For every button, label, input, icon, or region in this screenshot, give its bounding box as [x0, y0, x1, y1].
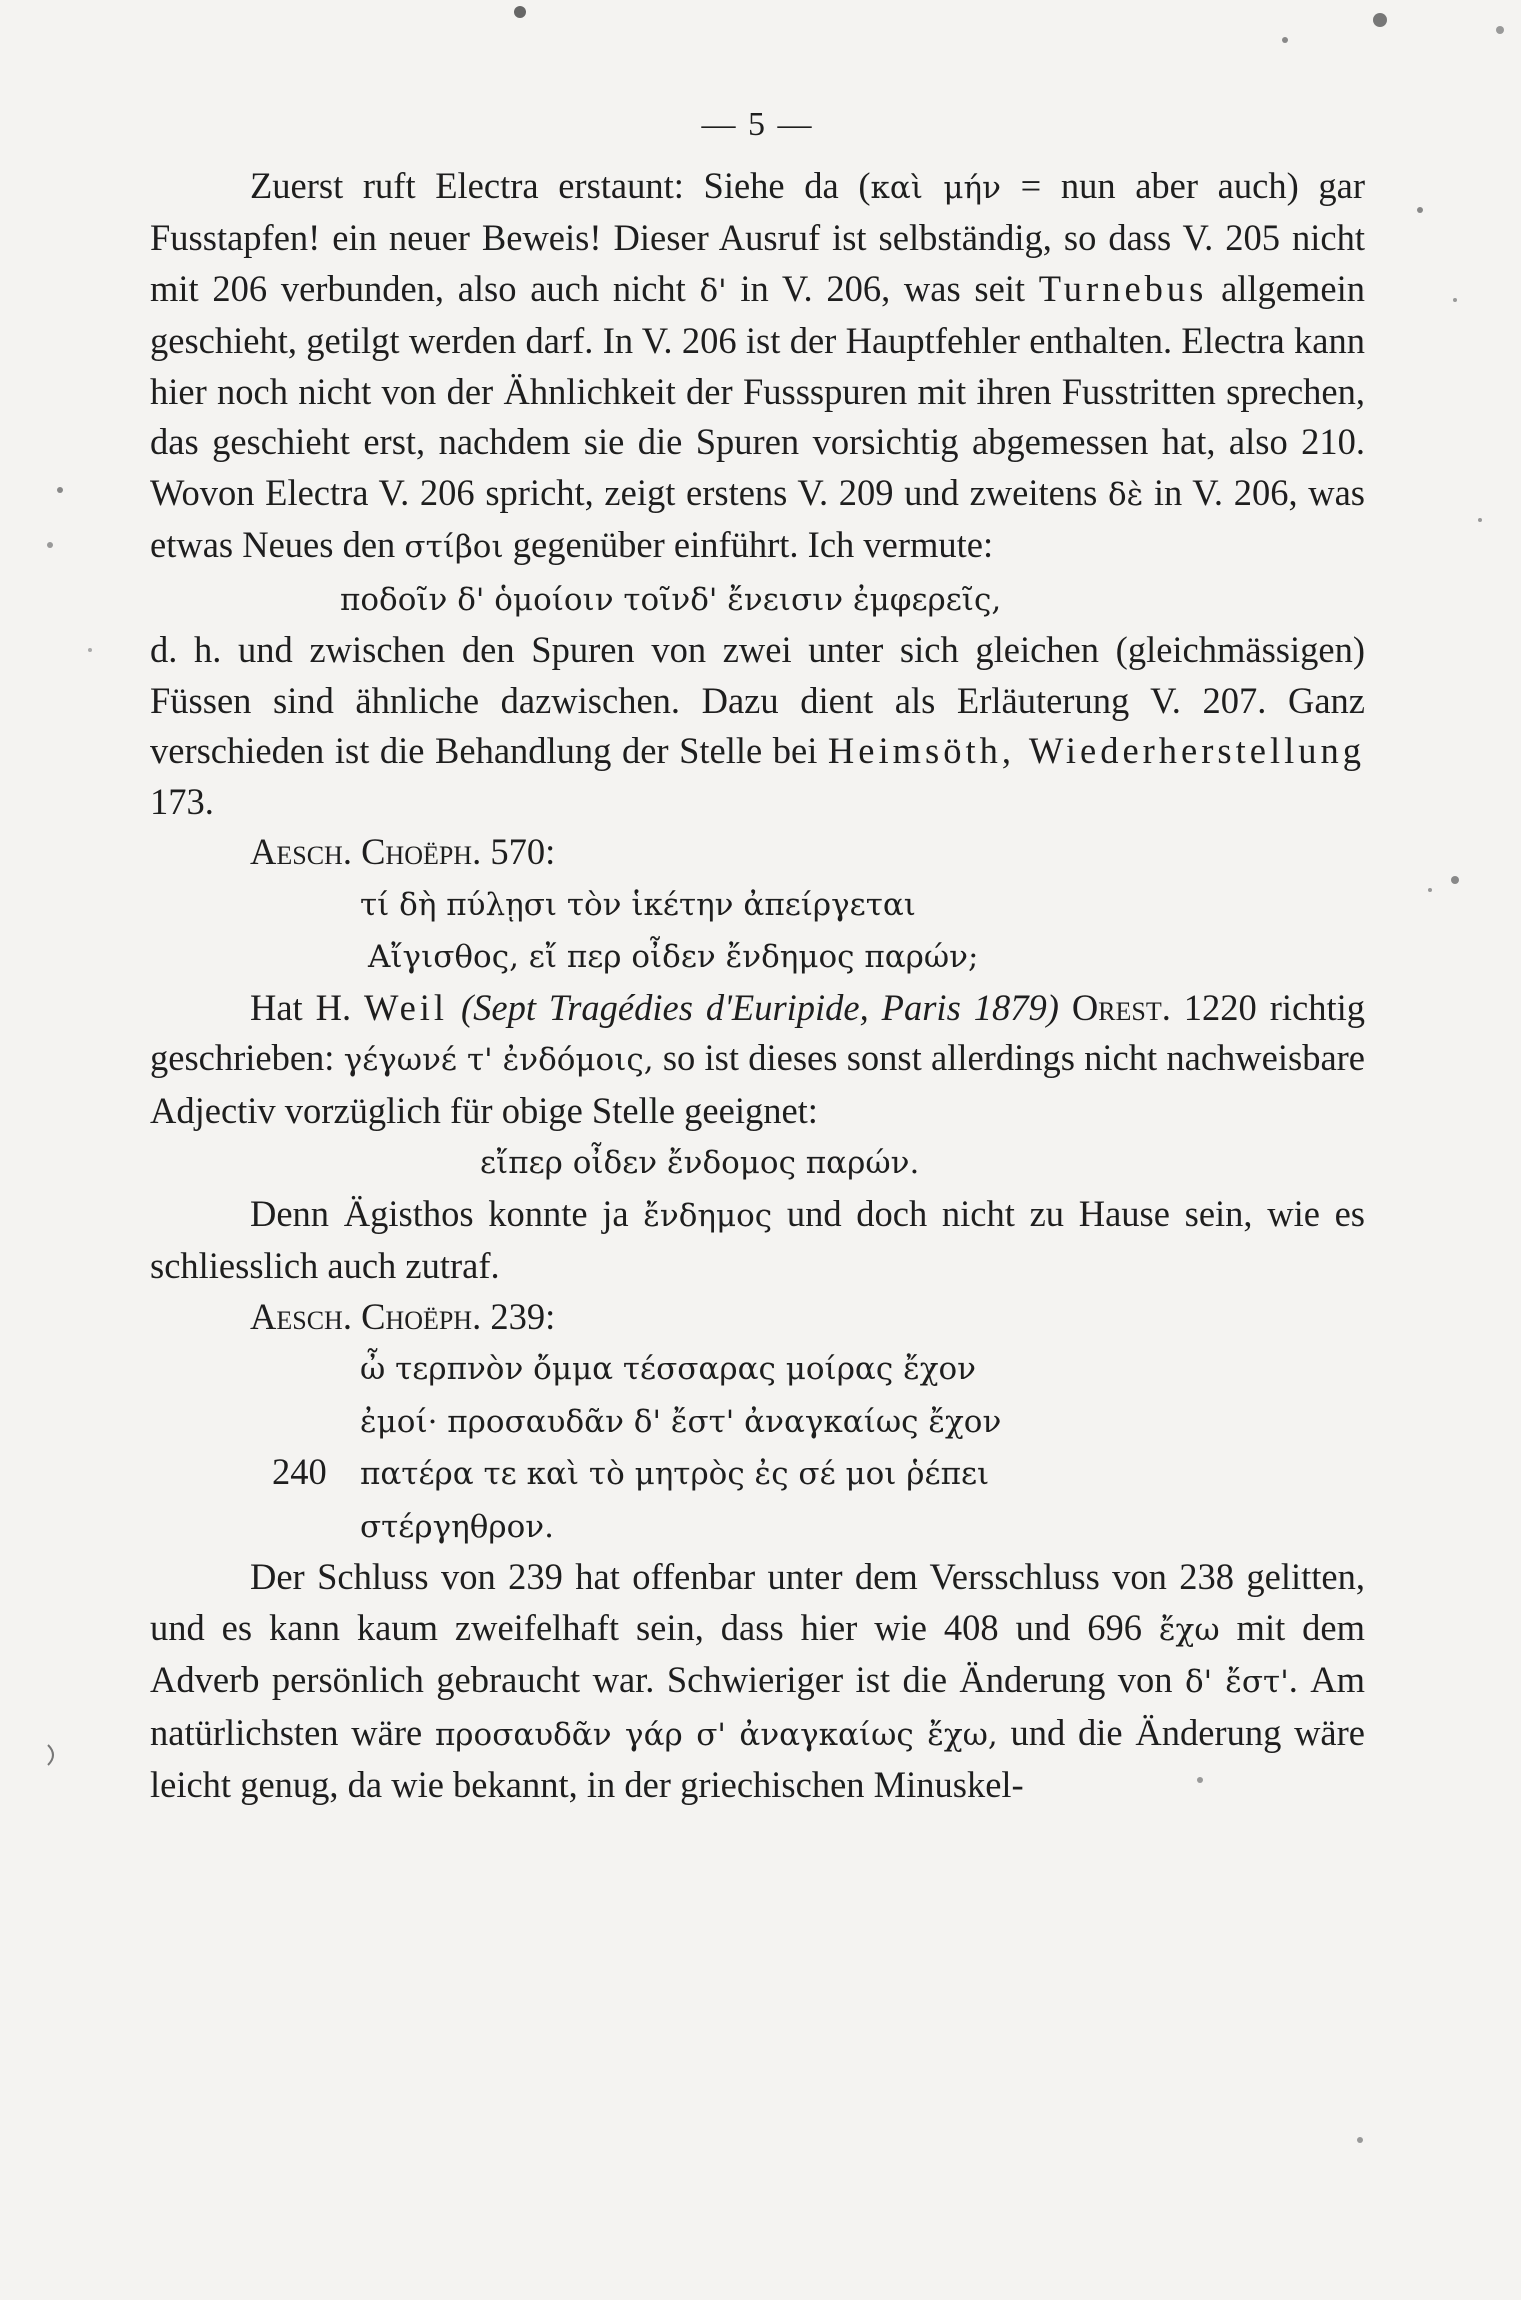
- verse-line: [360, 1395, 1365, 1448]
- text: so ist dieses sonst allerdings nicht nachweisbare Adjectiv vorzüglich für obige Stelle geeignet:: [150, 1037, 1365, 1131]
- text: Zuerst ruft Electra erstaunt: Siehe da (: [250, 164, 871, 206]
- greek-phrase: δὲ: [1107, 476, 1144, 513]
- text: allgemein geschieht, getilgt werden darf. In V. 206 ist der Hauptfehler enthalten. Electra kann hier noch nicht von der Ähnlichkeit der Fussspuren mit ihren Fusstritten sprechen, das geschieht erst, nachdem sie die Spuren vorsichtig abgemessen hat, also 210. Wovon Electra V. 206 spricht, zeigt erstens V. 209 und zweitens: [150, 267, 1365, 513]
- verse-line: [360, 1342, 1365, 1395]
- greek-verse: ποδοῖν δ' ὁμοίοιν τοῖνδ' ἔνεισιν ἐμφερεῖς,: [340, 581, 1002, 618]
- paragraph-explanation: [150, 625, 1365, 827]
- paragraph-electra: [150, 161, 1365, 573]
- text: in V. 206, was seit: [726, 267, 1039, 309]
- proposed-reading: [150, 1136, 1365, 1189]
- text: [448, 987, 461, 1028]
- text: Hat H.: [250, 986, 365, 1028]
- greek-verse: πατέρα τε καὶ τὸ μητρὸς ἐς σέ μοι ῥέπει: [360, 1456, 990, 1492]
- greek-verse: εἴπερ οἶδεν ἔνδομος παρών.: [480, 1145, 920, 1181]
- paragraph-weil: [150, 983, 1365, 1137]
- line-number: 240: [272, 1451, 327, 1492]
- text: gegenüber einführt. Ich vermute:: [503, 524, 994, 565]
- greek-verse: τί δὴ πύλῃσι τὸν ἱκέτην ἀπείργεται: [360, 886, 916, 923]
- paragraph-aegisthos: [150, 1189, 1365, 1292]
- greek-verse: ὦ τερπνὸν ὄμμα τέσσαρας μοίρας ἔχον: [360, 1351, 977, 1387]
- work-reference: Orest.: [1071, 986, 1171, 1028]
- text: Denn Ägisthos konnte ja: [250, 1192, 644, 1234]
- text: in V. 206, was etwas Neues den: [150, 471, 1365, 565]
- verse-line: [360, 1500, 1365, 1553]
- verse-block-239: [150, 1342, 1365, 1552]
- verse-line: [360, 930, 1365, 983]
- text: Der Schluss von 239 hat offenbar unter dem Versschluss von 238 gelitten, und es kann kaum zweifelhaft sein, dass hier wie 408 und 696: [150, 1556, 1365, 1648]
- greek-phrase: δ': [699, 272, 727, 309]
- text: . Am natürlichsten wäre: [150, 1659, 1366, 1753]
- text: d. h. und zwischen den Spuren von zwei unter sich gleichen (gleichmässigen) Füssen sind ähnliche dazwischen. Dazu dient als Erläuterung V. 207. Ganz verschieden ist die Behandlung der Stelle bei: [150, 629, 1365, 771]
- book-title: (Sept Tragédies d'Euripide, Paris 1879): [461, 986, 1059, 1028]
- author-name: Weil: [364, 986, 449, 1028]
- greek-verse: στέργηθρον.: [360, 1508, 554, 1545]
- text: = nun aber auch) gar Fusstapfen! ein neuer Beweis! Dieser Ausruf ist selbständig, so dass V. 205 nicht mit 206 verbunden, also auch nicht: [150, 164, 1365, 309]
- greek-phrase: δ' ἔστ': [1184, 1664, 1289, 1700]
- greek-verse: ἐμοί· προσαυδᾶν δ' ἔστ' ἀναγκαίως ἔχον: [360, 1403, 1002, 1440]
- greek-verse: Αἴγισθος, εἴ περ οἶδεν ἔνδημος παρών;: [368, 939, 979, 975]
- verse-block-570: [150, 878, 1365, 983]
- text: 173.: [150, 780, 214, 822]
- verse-line: [360, 878, 1365, 931]
- author-name: Turnebus: [1038, 267, 1208, 309]
- text: und doch nicht zu Hause sein, wie es schliesslich auch zutraf.: [150, 1192, 1366, 1286]
- text: 1220 richtig geschrieben:: [150, 986, 1366, 1078]
- greek-phrase: προσαυδᾶν γάρ σ' ἀναγκαίως ἔχω,: [434, 1716, 998, 1753]
- verse-line: [272, 1447, 1365, 1500]
- greek-phrase: καὶ μήν: [870, 169, 1001, 206]
- text: [1059, 987, 1072, 1028]
- greek-phrase: στίβοι: [404, 529, 504, 565]
- page-body: [150, 100, 1365, 1811]
- citation-choephori-239: Aesch. Choëph. 239:: [250, 1295, 556, 1337]
- page-number: — 5 —: [701, 106, 814, 143]
- citation-choephori-570: Aesch. Choëph. 570:: [250, 831, 556, 872]
- conjecture-line: [150, 573, 1365, 626]
- text: mit dem Adverb persönlich gebraucht war. Schwieriger ist die Änderung von: [150, 1606, 1365, 1700]
- greek-phrase: γέγωνέ τ' ἐνδόμοις,: [343, 1042, 654, 1078]
- paragraph-schluss: [150, 1552, 1365, 1811]
- author-name: Heimsöth, Wiederherstellung: [827, 730, 1365, 771]
- greek-phrase: ἔνδημος: [643, 1197, 773, 1234]
- text: und die Änderung wäre leicht genug, da wie bekannt, in der griechischen Minuskel-: [150, 1711, 1365, 1805]
- greek-phrase: ἔχω: [1158, 1611, 1220, 1648]
